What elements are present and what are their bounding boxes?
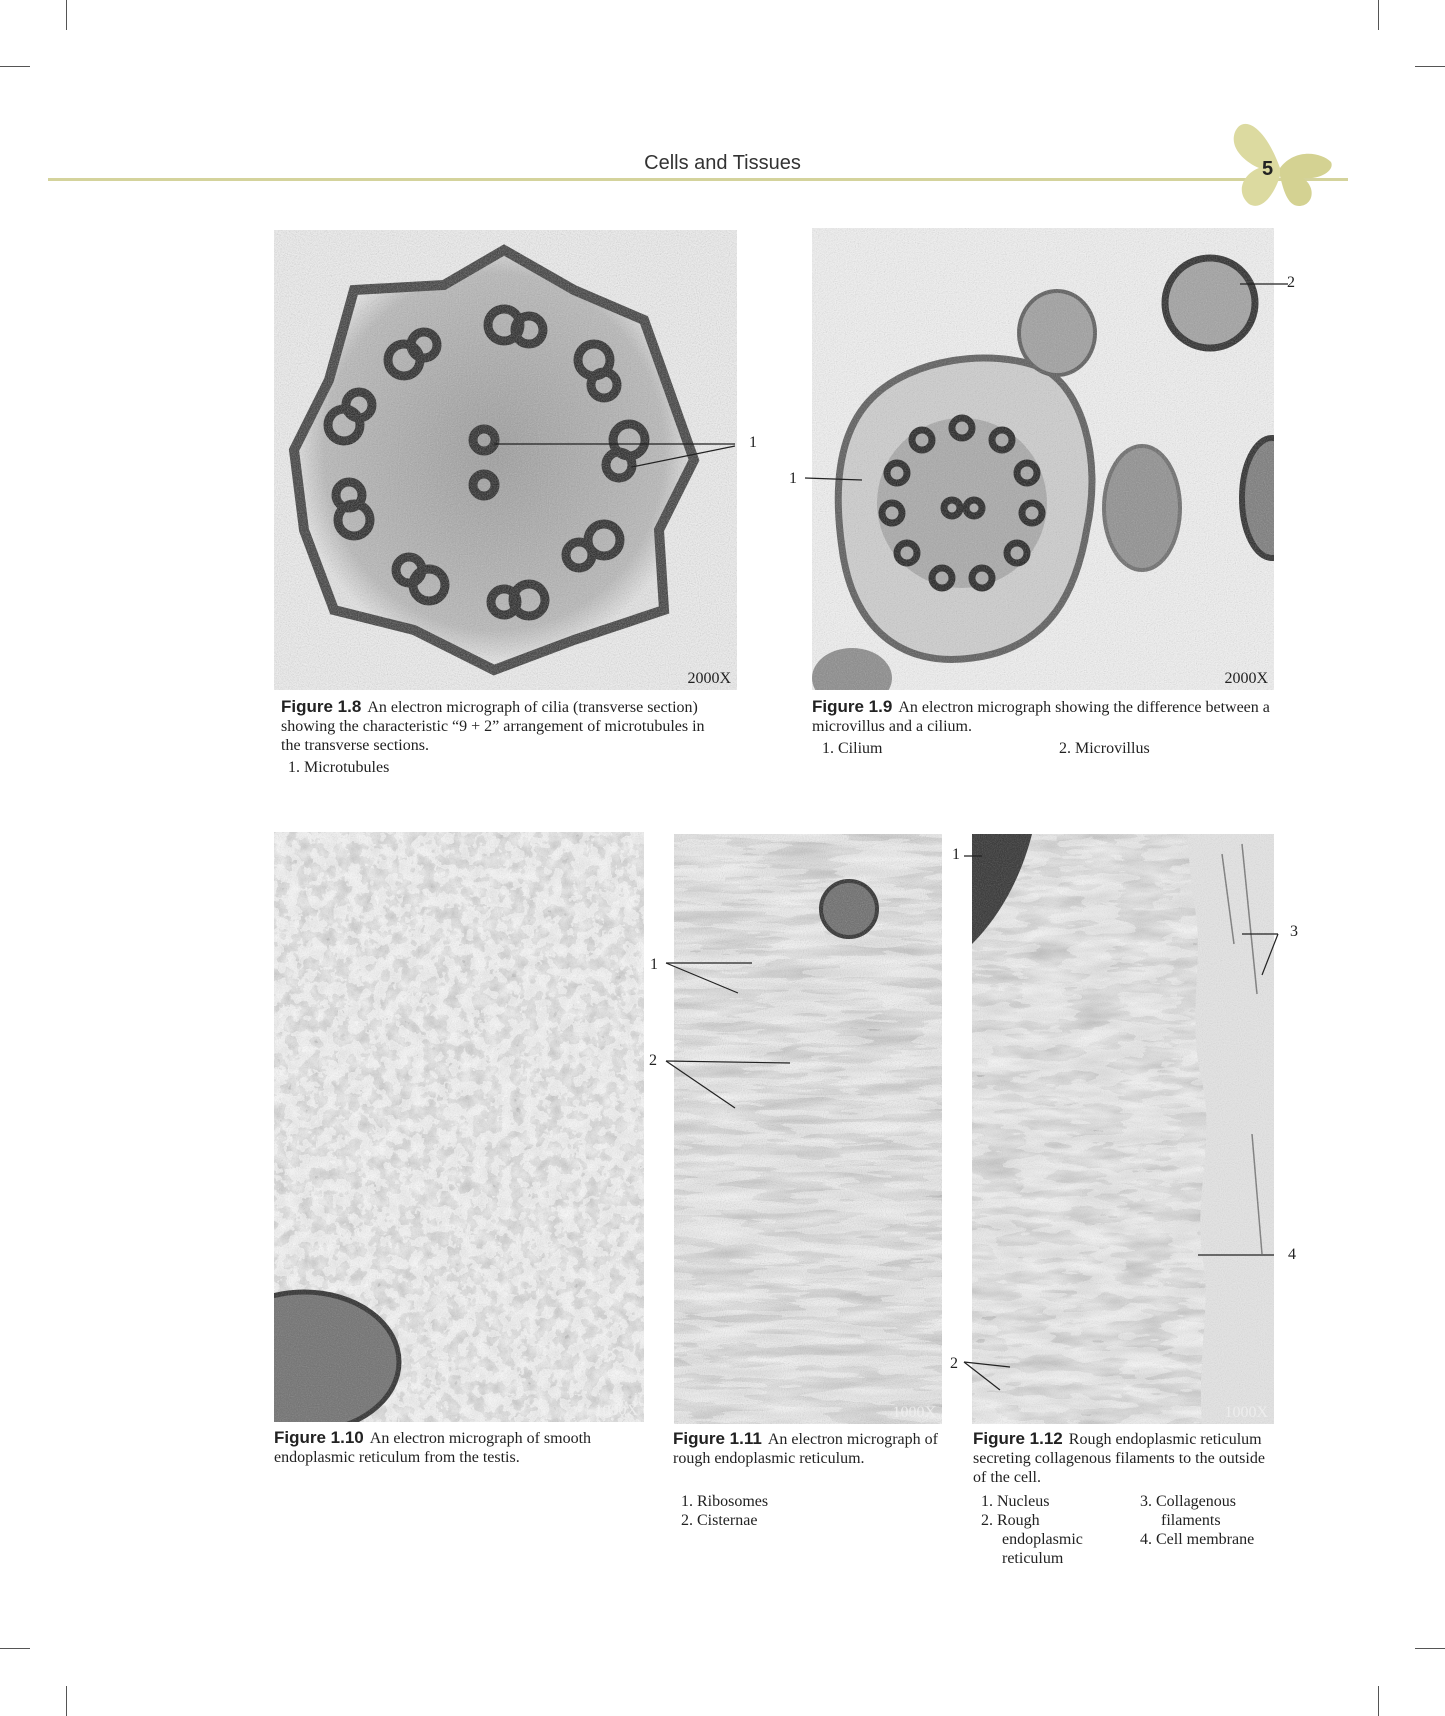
figure-1-11-caption bbox=[673, 1429, 943, 1468]
figure-1-12-label-3: 3 bbox=[1290, 923, 1298, 940]
legend-item: 3. Collagenous bbox=[1140, 1493, 1236, 1510]
caption-text: Rough endoplasmic reticulum secreting collagenous filaments to the outside of the cell. bbox=[973, 1431, 1265, 1486]
figure-1-11-image bbox=[674, 834, 942, 1424]
crop-mark bbox=[0, 66, 30, 67]
legend-item: reticulum bbox=[1002, 1550, 1064, 1567]
crop-mark bbox=[66, 0, 67, 30]
magnification: 1000X bbox=[594, 1402, 638, 1419]
page-number: 5 bbox=[1262, 158, 1274, 180]
legend-item: 1. Ribosomes bbox=[681, 1493, 769, 1510]
running-title: Cells and Tissues bbox=[644, 152, 801, 174]
legend-item: 1. Cilium bbox=[822, 740, 883, 757]
legend-item: filaments bbox=[1161, 1512, 1221, 1529]
figure-1-12-label-1: 1 bbox=[952, 846, 960, 863]
figure-1-8-legend bbox=[288, 758, 389, 777]
figure-1-10-image bbox=[274, 832, 644, 1422]
crop-mark bbox=[66, 1686, 67, 1716]
magnification: 1000X bbox=[892, 1404, 936, 1421]
magnification: 1000X bbox=[1224, 1404, 1268, 1421]
butterfly-icon bbox=[1225, 118, 1335, 214]
legend-item: 2. Microvillus bbox=[1059, 740, 1150, 757]
figure-number: Figure 1.9 bbox=[812, 697, 893, 716]
legend-item: 2. Rough bbox=[981, 1512, 1040, 1529]
legend-item: 2. Cisternae bbox=[681, 1512, 758, 1529]
figure-1-8-image bbox=[274, 230, 737, 690]
crop-mark bbox=[1415, 66, 1445, 67]
figure-1-11-label-2: 2 bbox=[649, 1052, 657, 1069]
figure-1-9-label-2: 2 bbox=[1287, 274, 1295, 291]
figure-1-9-image bbox=[812, 228, 1274, 690]
figure-number: Figure 1.12 bbox=[973, 1429, 1063, 1448]
legend-item: 1. Microtubules bbox=[288, 759, 390, 776]
figure-1-9-caption bbox=[812, 697, 1272, 736]
crop-mark bbox=[0, 1648, 30, 1649]
figure-1-8-label-1: 1 bbox=[749, 434, 757, 451]
figure-1-12-legend-right bbox=[1140, 1492, 1254, 1549]
figure-number: Figure 1.10 bbox=[274, 1428, 364, 1447]
caption-text: An electron micrograph of cilia (transverse section) showing the characteristic “9 + 2” arrangement of microtubules in the transverse sections. bbox=[281, 699, 705, 754]
legend-item: 4. Cell membrane bbox=[1140, 1531, 1255, 1548]
legend-item: endoplasmic bbox=[1002, 1531, 1083, 1548]
crop-mark bbox=[1378, 1686, 1379, 1716]
header-rule bbox=[48, 178, 1348, 181]
magnification: 2000X bbox=[687, 670, 731, 687]
figure-number: Figure 1.8 bbox=[281, 697, 362, 716]
figure-1-12-image bbox=[972, 834, 1274, 1424]
figure-1-11-legend bbox=[681, 1492, 768, 1530]
caption-text: An electron micrograph of smooth endoplasmic reticulum from the testis. bbox=[274, 1430, 592, 1466]
caption-text: An electron micrograph of rough endoplasmic reticulum. bbox=[673, 1431, 938, 1467]
figure-1-12-label-4: 4 bbox=[1288, 1246, 1296, 1263]
figure-1-8-caption bbox=[281, 697, 721, 755]
figure-1-9-label-1: 1 bbox=[789, 470, 797, 487]
legend-item: 1. Nucleus bbox=[981, 1493, 1050, 1510]
figure-1-12-label-2: 2 bbox=[950, 1355, 958, 1372]
crop-mark bbox=[1378, 0, 1379, 30]
figure-1-10-caption bbox=[274, 1428, 644, 1467]
figure-1-12-caption bbox=[973, 1429, 1273, 1487]
figure-number: Figure 1.11 bbox=[673, 1429, 762, 1448]
magnification: 2000X bbox=[1224, 670, 1268, 687]
figure-1-12-legend-left bbox=[981, 1492, 1083, 1568]
caption-text: An electron micrograph showing the difference between a microvillus and a cilium. bbox=[812, 699, 1270, 735]
crop-mark bbox=[1415, 1648, 1445, 1649]
figure-1-11-label-1: 1 bbox=[650, 956, 658, 973]
